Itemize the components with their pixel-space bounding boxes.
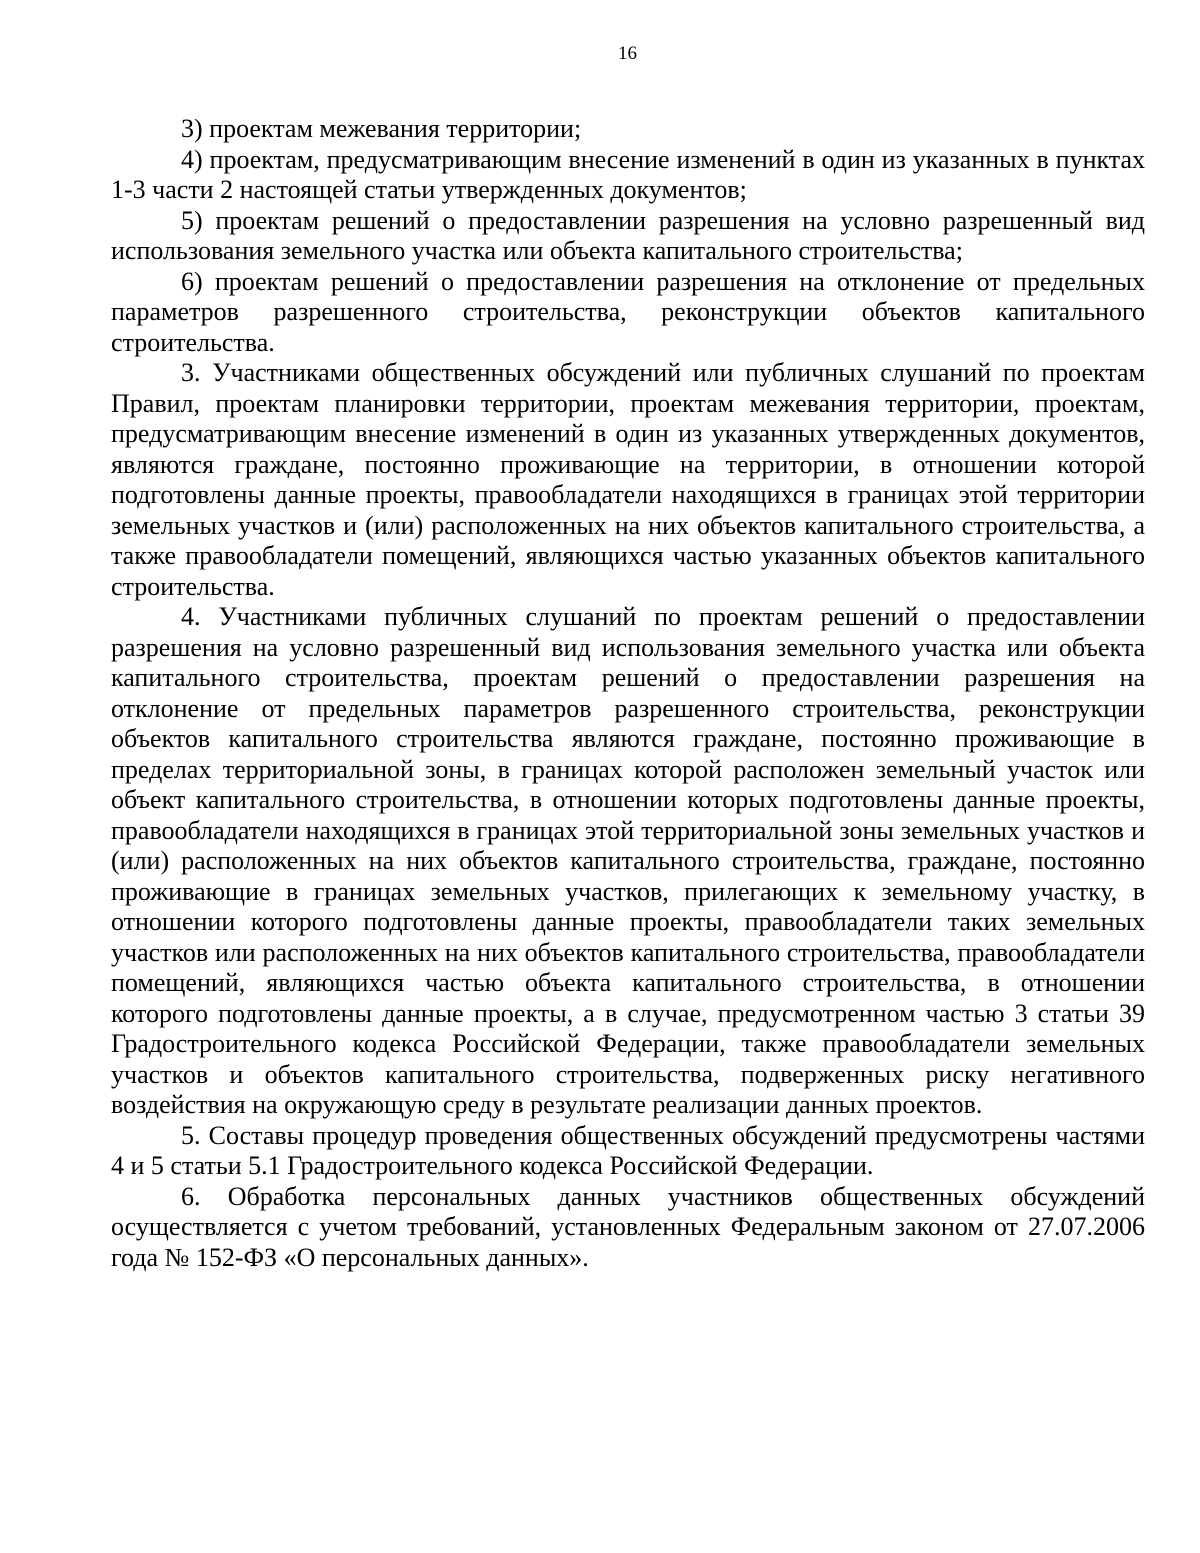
- paragraph-section-6: 6. Обработка персональных данных участников общественных обсуждений осуществляется с учетом требований, установленных Федеральным законом от 27.07.2006 года № 152-ФЗ «О персональных данных».: [111, 1181, 1145, 1272]
- document-body: [111, 114, 1145, 1273]
- paragraph-item-4: 4) проектам, предусматривающим внесение изменений в один из указанных в пунктах 1-3 части 2 настоящей статьи утвержденных документов;: [111, 144, 1145, 204]
- paragraph-item-5: 5) проектам решений о предоставлении разрешения на условно разрешенный вид использования земельного участка или объекта капитального строительства;: [111, 205, 1145, 265]
- paragraph-section-3: 3. Участниками общественных обсуждений или публичных слушаний по проектам Правил, проектам планировки территории, проектам межевания территории, проектам, предусматривающим внесение изменений в один из указанных утвержденных документов, являются граждане, постоянно проживающие на территории, в отношении которой подготовлены данные проекты, правообладатели находящихся в границах этой территории земельных участков и (или) расположенных на них объектов капитального строительства, а также правообладатели помещений, являющихся частью указанных объектов капитального строительства.: [111, 358, 1145, 601]
- paragraph-section-5: 5. Составы процедур проведения общественных обсуждений предусмотрены частями 4 и 5 статьи 5.1 Градостроительного кодекса Российской Федерации.: [111, 1120, 1145, 1180]
- paragraph-section-4: 4. Участниками публичных слушаний по проектам решений о предоставлении разрешения на условно разрешенный вид использования земельного участка или объекта капитального строительства, проектам решений о предоставлении разрешения на отклонение от предельных параметров разрешенного строительства, реконструкции объектов капитального строительства являются граждане, постоянно проживающие в пределах территориальной зоны, в границах которой расположен земельный участок или объект капитального строительства, в отношении которых подготовлены данные проекты, правообладатели находящихся в границах этой территориальной зоны земельных участков и (или) расположенных на них объектов капитального строительства, граждане, постоянно проживающие в границах земельных участков, прилегающих к земельному участку, в отношении которого подготовлены данные проекты, правообладатели таких земельных участков или расположенных на них объектов капитального строительства, правообладатели помещений, являющихся частью объекта капитального строительства, в отношении которого подготовлены данные проекты, а в случае, предусмотренном частью 3 статьи 39 Градостроительного кодекса Российской Федерации, также правообладатели земельных участков и объектов капитального строительства, подверженных риску негативного воздействия на окружающую среду в результате реализации данных проектов.: [111, 602, 1145, 1119]
- page-number: 16: [618, 43, 637, 64]
- paragraph-item-6: 6) проектам решений о предоставлении разрешения на отклонение от предельных параметров разрешенного строительства, реконструкции объектов капитального строительства.: [111, 266, 1145, 357]
- paragraph-item-3: 3) проектам межевания территории;: [181, 114, 582, 143]
